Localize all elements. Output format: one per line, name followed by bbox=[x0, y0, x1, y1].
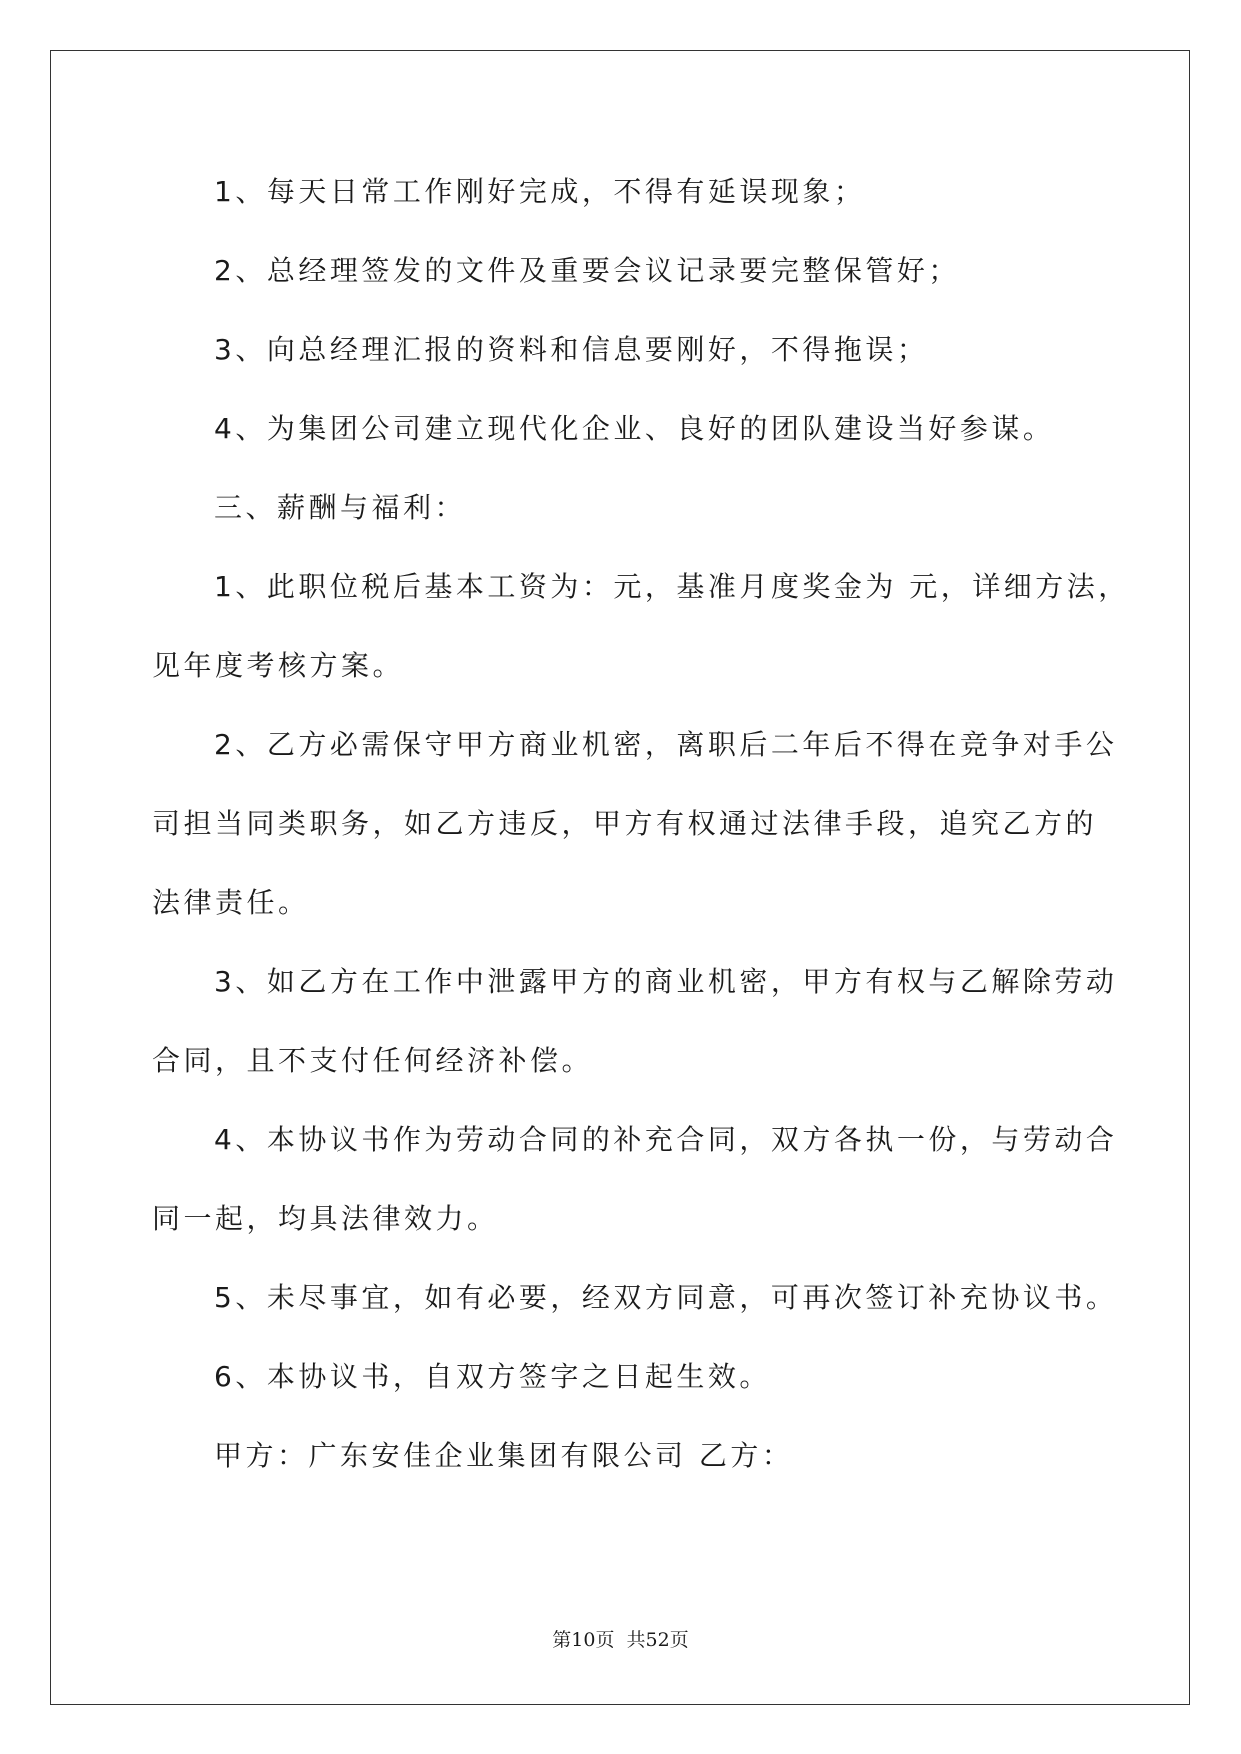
salary-clause-2-line-3: 法律责任。 bbox=[152, 886, 310, 919]
duty-item-4: 4、为集团公司建立现代化企业、良好的团队建设当好参谋。 bbox=[214, 412, 1055, 445]
salary-clause-3-line-1: 3、如乙方在工作中泄露甲方的商业机密，甲方有权与乙解除劳动 bbox=[214, 965, 1118, 998]
duty-item-3: 3、向总经理汇报的资料和信息要刚好，不得拖误； bbox=[214, 333, 929, 366]
section-heading-salary: 三、薪酬与福利： bbox=[214, 491, 467, 524]
page-total: 共52页 bbox=[626, 1629, 689, 1651]
salary-clause-2-line-1: 2、乙方必需保守甲方商业机密，离职后二年后不得在竞争对手公 bbox=[214, 728, 1118, 761]
page-number: 第10页 bbox=[552, 1629, 615, 1651]
duty-item-1: 1、每天日常工作刚好完成，不得有延误现象； bbox=[214, 175, 866, 208]
salary-clause-6: 6、本协议书，自双方签字之日起生效。 bbox=[214, 1360, 771, 1393]
salary-clause-1-line-1: 1、此职位税后基本工资为：元，基准月度奖金为 元，详细方法， bbox=[214, 570, 1130, 603]
salary-clause-1-line-2: 见年度考核方案。 bbox=[152, 649, 405, 682]
duty-item-2: 2、总经理签发的文件及重要会议记录要完整保管好； bbox=[214, 254, 960, 287]
salary-clause-3-line-2: 合同，且不支付任何经济补偿。 bbox=[152, 1044, 594, 1077]
signature-line: 甲方：广东安佳企业集团有限公司 乙方： bbox=[214, 1439, 794, 1472]
salary-clause-2-line-2: 司担当同类职务，如乙方违反，甲方有权通过法律手段，追究乙方的 bbox=[152, 807, 1098, 840]
page-footer bbox=[0, 1625, 1241, 1652]
salary-clause-4-line-1: 4、本协议书作为劳动合同的补充合同，双方各执一份，与劳动合 bbox=[214, 1123, 1118, 1156]
salary-clause-4-line-2: 同一起，均具法律效力。 bbox=[152, 1202, 499, 1235]
salary-clause-5: 5、未尽事宜，如有必要，经双方同意，可再次签订补充协议书。 bbox=[214, 1281, 1118, 1314]
